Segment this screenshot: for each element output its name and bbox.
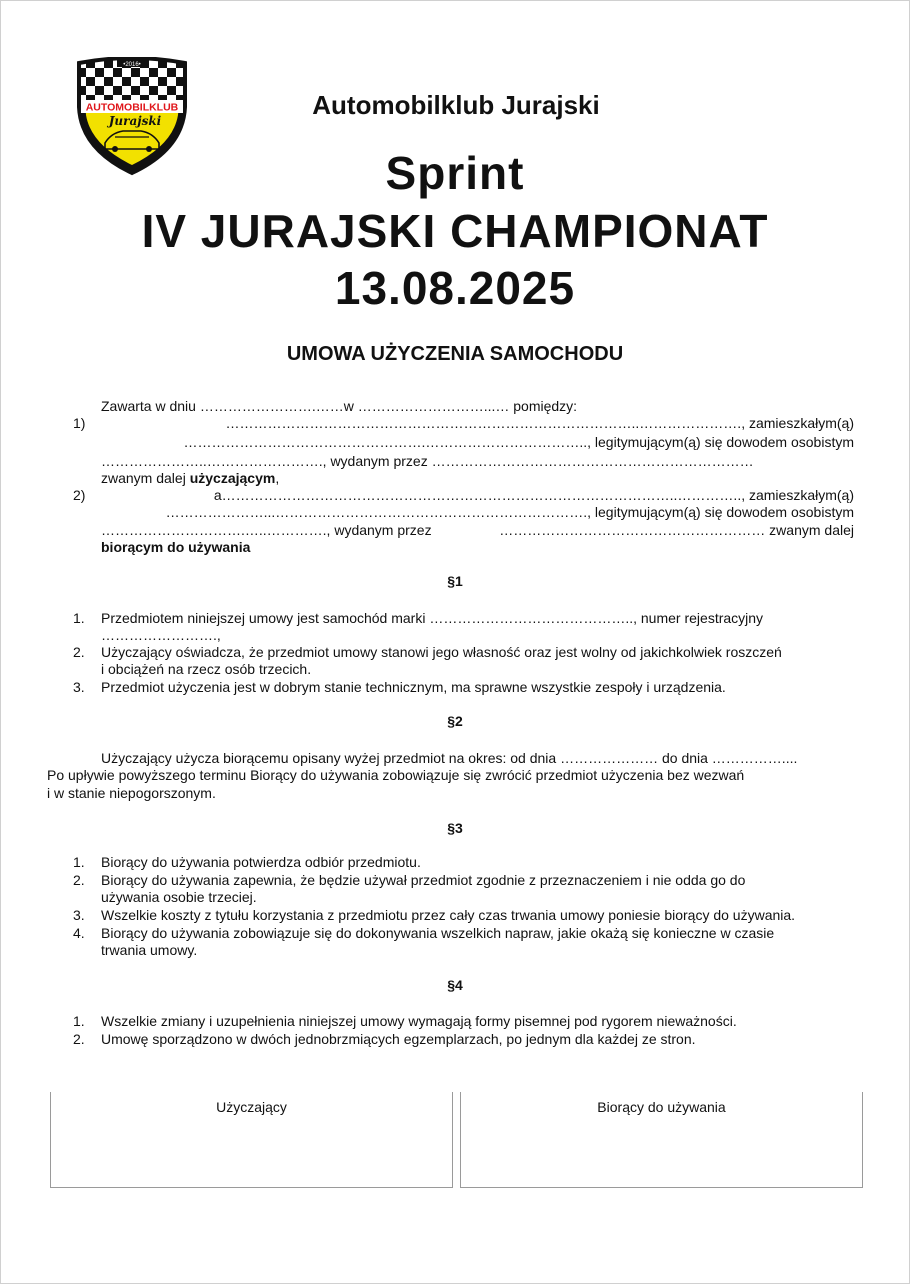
- s3-item-2-line-2: używania osobie trzeciej.: [101, 889, 257, 905]
- s4-item-1: [101, 1013, 861, 1030]
- s1-item-1-line-1: Przedmiotem niniejszej umowy jest samochód marki …………………………………….., numer rejestracyjny: [101, 610, 764, 626]
- party-1-issuer-blank: ……………………………………………………………: [431, 453, 754, 469]
- event-date-title: 13.08.2025: [334, 262, 576, 314]
- s1-item-3-num: 3.: [73, 679, 85, 695]
- party-2-issued-label: ………………………….…..…………., wydanym przez: [101, 522, 432, 538]
- s1-item-2: [101, 644, 861, 678]
- signature-box-lender[interactable]: [50, 1092, 453, 1188]
- s4-item-1-line-1: Wszelkie zmiany i uzupełnienia niniejszej umowy wymagają formy pisemnej pod rygorem nieważności.: [101, 1013, 737, 1029]
- s3-item-2-num: 2.: [73, 872, 85, 888]
- party-1-role: użyczającym: [189, 470, 276, 486]
- s4-item-2-line-1: Umowę sporządzono w dwóch jednobrzmiących egzemplarzach, po jednym dla każdej ze stron.: [101, 1031, 696, 1047]
- signature-label-borrower: Biorący do używania: [597, 1099, 726, 1115]
- s3-item-4-line-2: trwania umowy.: [101, 942, 198, 958]
- s3-item-3: [101, 907, 861, 924]
- s1-item-2-line-2: i obciążeń na rzecz osób trzecich.: [101, 661, 312, 677]
- s2-line-1: Użyczający użycza biorącemu opisany wyżej przedmiot na okres: od dnia ………………… do dnia ……………....: [101, 750, 798, 766]
- s1-item-3-line-1: Przedmiot użyczenia jest w dobrym stanie technicznym, ma sprawne wszystkie zespoły i urządzenia.: [101, 679, 726, 695]
- party-2-address-line: a……………………………………………………………………………………..………….., zamieszkałym(ą): [213, 487, 854, 503]
- organization-name: Automobilklub Jurajski: [312, 90, 600, 120]
- s3-item-3-line-1: Wszelkie koszty z tytułu korzystania z przedmiotu przez cały czas trwania umowy poniesie biorący do używania.: [101, 907, 796, 923]
- party-1-number: 1): [73, 415, 86, 431]
- document-title: UMOWA UŻYCZENIA SAMOCHODU: [286, 343, 624, 365]
- contract-intro: Zawarta w dniu …………………….……w ………………………...… pomiędzy:: [101, 398, 578, 414]
- s3-item-4: [101, 925, 861, 959]
- s4-item-2: [101, 1031, 861, 1048]
- s2-line-2: Po upływie powyższego terminu Biorący do używania zobowiązuje się zwrócić przedmiot użyczenia bez wezwań: [47, 767, 745, 783]
- s2-line-3: i w stanie niepogorszonym.: [47, 785, 216, 801]
- s1-item-2-line-1: Użyczający oświadcza, że przedmiot umowy stanowi jego własność oraz jest wolny od jakichkolwiek roszczeń: [101, 644, 782, 660]
- s3-item-2: [101, 872, 861, 906]
- s1-item-2-num: 2.: [73, 644, 85, 660]
- party-1-issued-label: …………………..……………………., wydanym przez: [101, 453, 428, 469]
- party-1-issued-line: [101, 453, 754, 470]
- party-2-issuer-blank: ………………………………………………… zwanym dalej: [499, 522, 854, 538]
- event-name-title: IV JURAJSKI CHAMPIONAT: [141, 205, 769, 257]
- section-2-heading: §2: [447, 713, 463, 729]
- s1-item-1-line-2: …………………….,: [101, 627, 221, 643]
- party-1-role-prefix: zwanym dalej: [101, 470, 190, 486]
- section-4-heading: §4: [447, 977, 463, 993]
- svg-text:•2016•: •2016•: [123, 62, 141, 68]
- party-2-number: 2): [73, 487, 86, 503]
- s3-item-3-num: 3.: [73, 907, 85, 923]
- s3-item-1: [101, 854, 861, 871]
- party-1-address-line: ……………………………………………………………………………..…………………., zamieszkałym(ą): [225, 415, 854, 431]
- s3-item-1-line-1: Biorący do używania potwierdza odbiór przedmiotu.: [101, 854, 421, 870]
- s4-item-1-num: 1.: [73, 1013, 85, 1029]
- s1-item-1-num: 1.: [73, 610, 85, 626]
- s3-item-1-num: 1.: [73, 854, 85, 870]
- svg-text:AUTOMOBILKLUB: AUTOMOBILKLUB: [85, 101, 179, 114]
- event-type-title: Sprint: [385, 147, 525, 199]
- section-3-heading: §3: [447, 820, 463, 836]
- signature-box-borrower[interactable]: [460, 1092, 863, 1188]
- s3-item-2-line-1: Biorący do używania zapewnia, że będzie używał przedmiot zgodnie z przeznaczeniem i nie odda go do: [101, 872, 746, 888]
- party-1-role-suffix: ,: [275, 470, 280, 486]
- s1-item-1: [101, 610, 861, 644]
- party-1-id-line: …………………………………………….…………………………….., legitymującym(ą) się dowodem osobistym: [183, 434, 854, 450]
- s1-item-3: [101, 679, 861, 696]
- section-1-heading: §1: [447, 573, 463, 589]
- s3-item-4-line-1: Biorący do używania zobowiązuje się do dokonywania wszelkich napraw, jakie okażą się konieczne w czasie: [101, 925, 775, 941]
- svg-text:Jurajski: Jurajski: [108, 114, 162, 128]
- s4-item-2-num: 2.: [73, 1031, 85, 1047]
- party-2-role: biorącym do używania: [101, 539, 251, 555]
- party-1-role-line: [101, 470, 279, 487]
- party-2-issued-line: [101, 522, 854, 539]
- s3-item-4-num: 4.: [73, 925, 85, 941]
- party-2-id-line: …………………...…………………………………………………………., legitymującym(ą) się dowodem osobistym: [165, 504, 854, 520]
- signature-label-lender: Użyczający: [216, 1099, 287, 1115]
